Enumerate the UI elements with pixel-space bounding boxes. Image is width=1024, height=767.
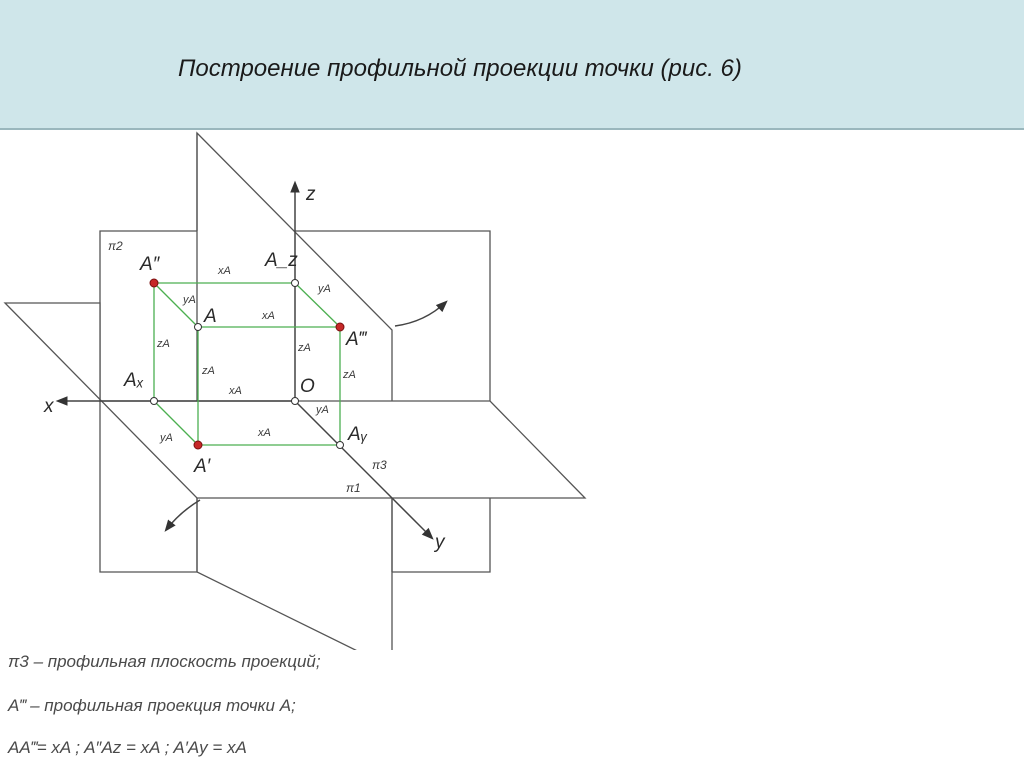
label-a: A: [204, 306, 217, 327]
label-a-top: A′: [194, 456, 211, 477]
dim-ya-front: yA: [183, 294, 196, 306]
label-pi3: π3: [372, 458, 387, 472]
projection-diagram: [0, 130, 600, 650]
point-ay: [337, 442, 344, 449]
label-pi1: π1: [346, 481, 361, 495]
dim-ya-oy: yA: [316, 404, 329, 416]
dim-za-inner: zA: [202, 365, 215, 377]
dim-xa-mid: xA: [262, 310, 275, 322]
dim-za-axis: zA: [298, 342, 311, 354]
label-ay: Aᵧ: [348, 424, 368, 445]
dim-ya-bottom: yA: [160, 432, 173, 444]
point-origin: [292, 398, 299, 405]
point-a-top: [194, 441, 202, 449]
note-equalities: AA‴= xA ; A″Az = xA ; A′Ay = xA: [8, 738, 247, 757]
label-pi2: π2: [108, 239, 123, 253]
point-az: [292, 280, 299, 287]
point-a-profile: [336, 323, 344, 331]
label-axis-x: x: [44, 396, 54, 417]
label-az: A_z: [265, 250, 298, 271]
dim-xa-top: xA: [218, 265, 231, 277]
point-ax: [151, 398, 158, 405]
dim-xa-bottom: xA: [258, 427, 271, 439]
point-a: [195, 324, 202, 331]
dim-ya-profile: yA: [318, 283, 331, 295]
dim-za-right: zA: [343, 369, 356, 381]
dim-za-left: zA: [157, 338, 170, 350]
label-ax: Aₓ: [124, 370, 144, 391]
point-a-front: [150, 279, 158, 287]
label-axis-y: y: [435, 532, 445, 553]
note-profile-plane: π3 – профильная плоскость проекций;: [8, 652, 321, 671]
label-origin: O: [300, 376, 315, 397]
label-a-profile: A‴: [346, 329, 366, 350]
label-axis-z: z: [306, 184, 316, 205]
note-profile-projection: A‴ – профильная проекция точки A;: [8, 696, 296, 715]
slide-title: Построение профильной проекции точки (рис. 6): [178, 55, 742, 82]
dim-xa-center: xA: [229, 385, 242, 397]
slide-header: [0, 0, 1024, 130]
label-a-front: A″: [140, 254, 160, 275]
